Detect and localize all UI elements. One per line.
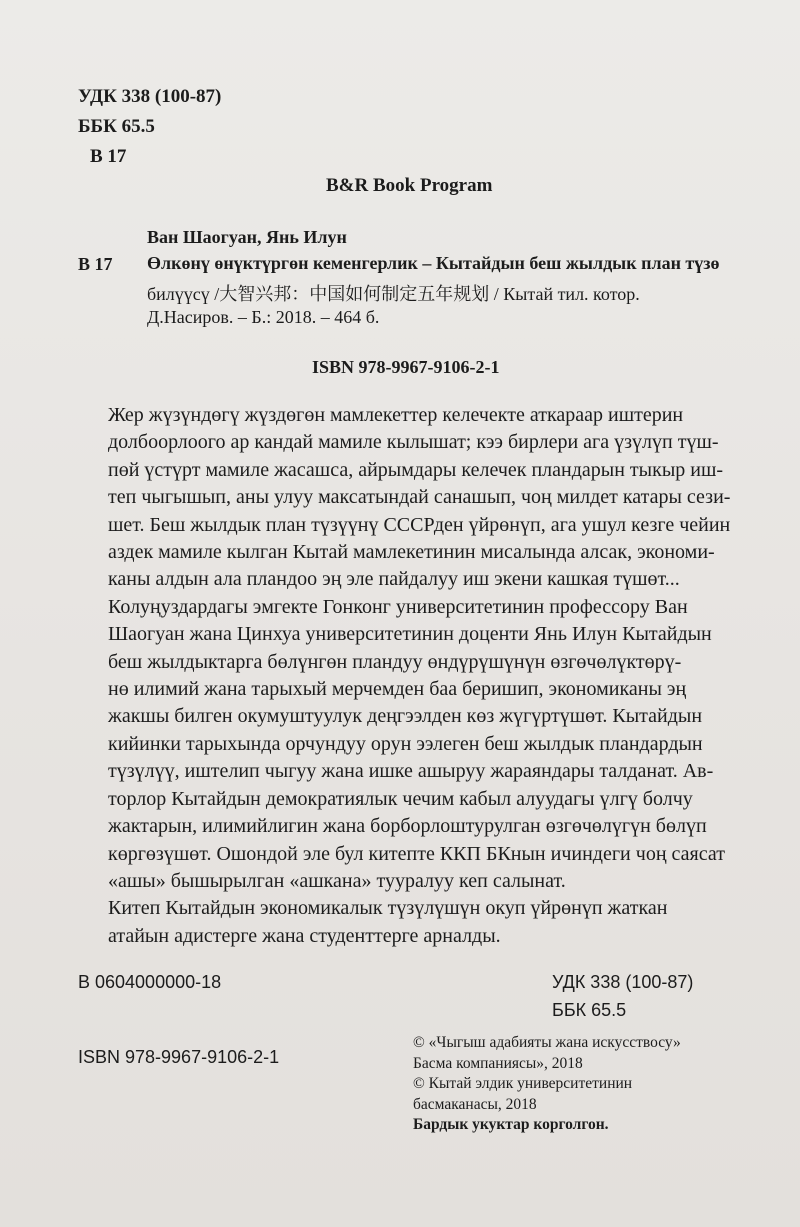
program-title: B&R Book Program: [326, 175, 493, 196]
isbn-bottom: ISBN 978-9967-9106-2-1: [78, 1047, 280, 1067]
text-line: торлор Кытайдын демократиялык чечим кабыл алуудагы үлгү болчу: [108, 787, 693, 810]
text-line: жактарын, илимийлигин жана борборлоштурулган өзгөчөлүгүн бөлүп: [108, 815, 707, 838]
annotation-paragraph-3: [78, 895, 723, 950]
copyright-block: [413, 1033, 681, 1136]
bibliographic-imprint: Д.Насиров. – Б.: 2018. – 464 б.: [147, 307, 380, 327]
text-line: кийинки тарыхында орчундуу орун ээлеген беш жылдык пландардын: [108, 732, 703, 755]
udk-code-bottom: УДК 338 (100-87): [552, 972, 694, 992]
author-mark-record: В 17: [78, 254, 113, 274]
bbk-code-bottom: ББК 65.5: [552, 1000, 627, 1020]
annotation-paragraph-2: [78, 594, 723, 895]
bbk-code-top: ББК 65.5: [78, 116, 155, 137]
text-line: Жер жүзүндөгү жүздөгөн мамлекеттер келечекте аткараар иштерин: [108, 404, 684, 426]
text-line: шет. Беш жылдык план түзүүнү СССРден үйрөнүп, ага ушул кезге чейин: [108, 513, 731, 536]
text-line: долбоорлоого ар кандай мамиле кылышат; кээ бирлери ага үзүлүп түш-: [108, 431, 719, 454]
text-line: «ашы» бышырылган «ашкана» тууралуу кеп салынат.: [108, 869, 566, 892]
text-line: Китеп Кытайдын экономикалык түзүлүшүн окуп үйрөнүп жаткан: [108, 897, 668, 920]
text-line: беш жылдыктарга бөлүнгөн пландуу өндүрүшүнүн өзгөчөлүктөрү-: [108, 650, 682, 673]
copyright-line: © «Чыгыш адабияты жана искусствосу»: [413, 1034, 681, 1051]
authors: Ван Шаогуан, Янь Илун: [147, 227, 347, 247]
copyright-line: басмаканасы, 2018: [413, 1095, 537, 1113]
isbn-record: ISBN 978-9967-9106-2-1: [312, 357, 500, 377]
text-line: пөй үстүрт мамиле жасашса, айрымдары келечек пландарын тыкыр иш-: [108, 458, 724, 481]
bibliographic-title-line-2: билүүсү /大智兴邦：中国如何制定五年规划 / Кытай тил. котор.: [147, 284, 640, 304]
text-line: Колуңуздардагы эмгекте Гонконг университетинин профессору Ван: [108, 595, 688, 618]
annotation: [78, 402, 731, 950]
copyright-line: Басма компаниясы», 2018: [413, 1054, 583, 1072]
text-line: жакшы билген окумуштуулук деңгээлден көз жүгүртүшөт. Кытайдын: [108, 705, 703, 728]
copyright-line: © Кытай элдик университетинин: [413, 1075, 633, 1092]
text-line: Шаогуан жана Цинхуа университетинин доценти Янь Илун Кытайдын: [108, 623, 712, 646]
text-line: түзүлүү, иштелип чыгуу жана ишке ашыруу жараяндары талданат. Ав-: [108, 760, 714, 783]
annotation-paragraph-1: [78, 402, 731, 594]
rights-reserved: Бардык укуктар корголгон.: [413, 1116, 609, 1133]
text-line: аздек мамиле кылган Кытай мамлекетинин мисалында алсак, экономи-: [108, 541, 715, 564]
text-line: нө илимий жана тарыхый мерчемден баа беришип, экономиканы эң: [108, 678, 687, 701]
bibliographic-title-line-1: Өлкөнү өнүктүргөн кеменгерлик – Кытайдын беш жылдык план түзө: [147, 253, 720, 273]
udk-code-top: УДК 338 (100-87): [78, 86, 222, 107]
author-mark-top: В 17: [90, 146, 127, 167]
text-line: теп чыгышып, аны улуу максатындай санашып, чоң милдет катары сези-: [108, 486, 731, 509]
text-line: көргөзүшөт. Ошондой эле бул китепте ККП БКнын ичиндеги чоң саясат: [108, 842, 725, 865]
catalog-code: В 0604000000-18: [78, 972, 222, 992]
text-line: каны алдын ала пландоо эң эле пайдалуу иш экени кашкая түшөт...: [108, 568, 680, 591]
text-line: атайын адистерге жана студенттерге арналды.: [108, 924, 501, 947]
